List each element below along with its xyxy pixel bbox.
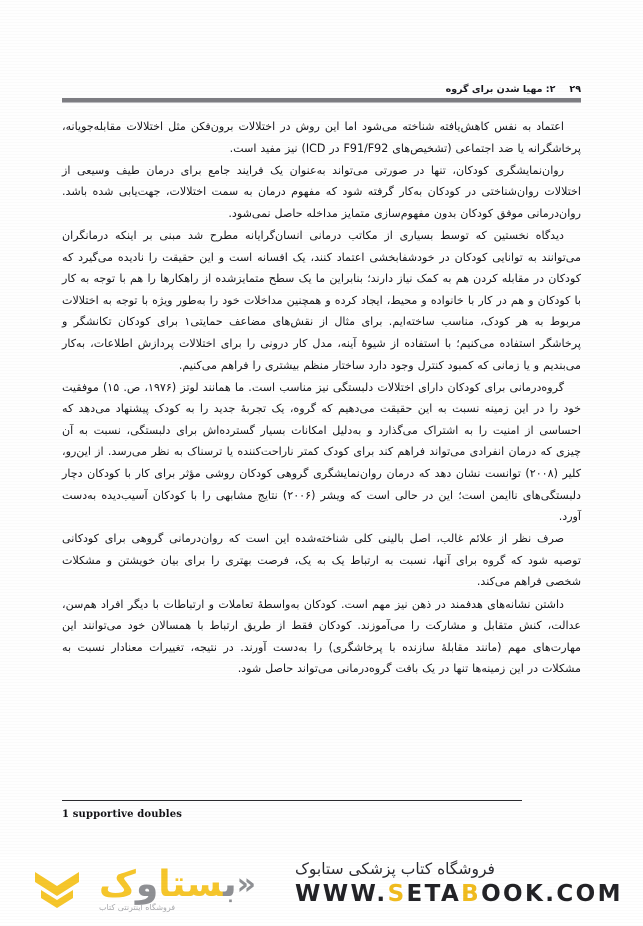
footnote-text: 1 supportive doubles: [62, 809, 183, 820]
url-prefix: WWW.: [295, 881, 388, 908]
logo-word-main: «بستاوک: [99, 863, 257, 905]
chevron-stack-mark-icon: [31, 864, 83, 916]
url-b: B: [461, 881, 482, 908]
url-eta: ETA: [406, 881, 462, 908]
store-url[interactable]: [295, 881, 623, 907]
store-name: فروشگاه کتاب پزشکی ستابوک: [295, 860, 495, 878]
watermark-footer: [0, 855, 643, 926]
header-rule: [62, 98, 581, 102]
logo-wordmark: [99, 861, 257, 919]
url-s: S: [387, 881, 407, 908]
page-number: ۲۹: [569, 83, 581, 95]
url-suffix: OOK.COM: [481, 881, 623, 908]
paragraph: صرف نظر از علائم غالب، اصل بالینی کلی شناخته‌شده این است که روان‌درمانی گروهی برای کودکانی توصیه شود که گروه برای آنها، نسبت به ارتباط یک به یک، فرصت بهتری را برای بیان خویشتن و مشکلات شخصی فراهم می‌کند.: [62, 532, 581, 589]
paragraph: اعتماد به نفس کاهش‌یافته شناخته می‌شود اما این روش در اختلالات برون‌فکن مثل اختلالات مقابله‌جویانه، پرخاشگرانه یا ضد اجتماعی (تشخیص‌های F91/F92 در ICD) نیز مفید است.: [62, 120, 581, 155]
paragraph: گروه‌درمانی برای کودکان دارای اختلالات دلبستگی نیز مناسب است. ما همانند لوتز (۱۹۷۶، ص. ۱۵) موفقیت خود را در این زمینه نسبت به این حقیقت می‌دهیم که گروه، یک تجربهٔ جدید را به کودک پیشنهاد می‌دهد که احساسی از امنیت را به اشتراک می‌گذارد و به‌دلیل امکانات بسیار گسترده‌اش برای دلبستگی، نسبت به آن چیزی که درمان انفرادی می‌تواند فراهم کند برای کودک کمتر ناراحت‌کننده یا ترسناک به نظر می‌رسد. از این‌رو، کلیر (۲۰۰۸) توانست نشان دهد که درمان روان‌نمایشگری گروهی کودکان روشی مؤثر برای کار با کودکان دچار دلبستگی‌های ناایمن است؛ این در حالی است که ویشر (۲۰۰۶) نتایج مشابهی را با کودکان آسیب‌دیده به‌دست آورد.: [62, 380, 581, 524]
setabook-logo[interactable]: [34, 859, 257, 921]
paragraph: داشتن نشانه‌های هدفمند در ذهن نیز مهم است. کودکان به‌واسطهٔ تعاملات و ارتباطات با دیگر افراد هم‌سن، عدالت، کنش متقابل و مشارکت را می‌آموزند. کودکان فقط از طریق ارتباط با همسالان خود می‌توانند این مهارت‌های مهم (مانند مقابلهٔ سازنده با پرخاشگری) را به‌دست آورند. در نتیجه، تغییرات معنادار نسبت به مشکلات در این زمینه‌ها تنها در یک بافت گروه‌درمانی می‌تواند حاصل شود.: [62, 597, 581, 676]
running-head: [62, 78, 581, 94]
logo-tagline: فروشگاه اینترنتی کتاب: [99, 903, 176, 913]
chapter-title: ۲: مهیا شدن برای گروه: [445, 83, 556, 95]
paragraph: دیدگاه نخستین که توسط بسیاری از مکاتب درمانی انسان‌گرایانه مطرح شد مبنی بر اینکه درمانگران می‌توانند به توانایی کودکان در خودشفابخشی اعتماد کنند، یک افسانه است و این حقیقت را نادیده می‌گیرد که کودکان در مقابله کردن هم به کمک نیاز دارند؛ بنابراین ما یک سطح متمایزشده از راهکارها را هم با توجه به کار با کودکان و هم در کار با خانواده و محیط، ایجاد کرده و همچنین مداخلات خود را به‌طور ویژه با توجه به اختلالات مربوط به هر کودک، مناسب ساخته‌ایم. برای مثال از نقش‌های مضاعف حمایتی۱ برای کودکان تکانشگر و پرخاشگر استفاده می‌کنیم؛ با استفاده از شیوهٔ آینه، مدل کار درونی را برای اختلالات پردازش اطلاعات، به‌کار می‌بندیم و یا زمانی که کمبود کنترل وجود دارد ساختار منظم بیشتری را فراهم می‌کنیم.: [62, 228, 581, 372]
watermark-text-block: [295, 859, 625, 908]
footnote-rule: [62, 800, 522, 801]
text-column: [62, 116, 581, 680]
paragraph: روان‌نمایشگری کودکان، تنها در صورتی می‌تواند به‌عنوان یک فرایند جامع برای درمان طیف وسیعی از اختلالات روان‌شناختی در کودکان به‌کار گرفته شود که مفهوم درمان به سمت اختلالات، جهت‌یابی شده باشد. روان‌درمانی موفق کودکان بدون مفهوم‌سازی متمایز مداخله حاصل نمی‌شود.: [62, 163, 581, 220]
